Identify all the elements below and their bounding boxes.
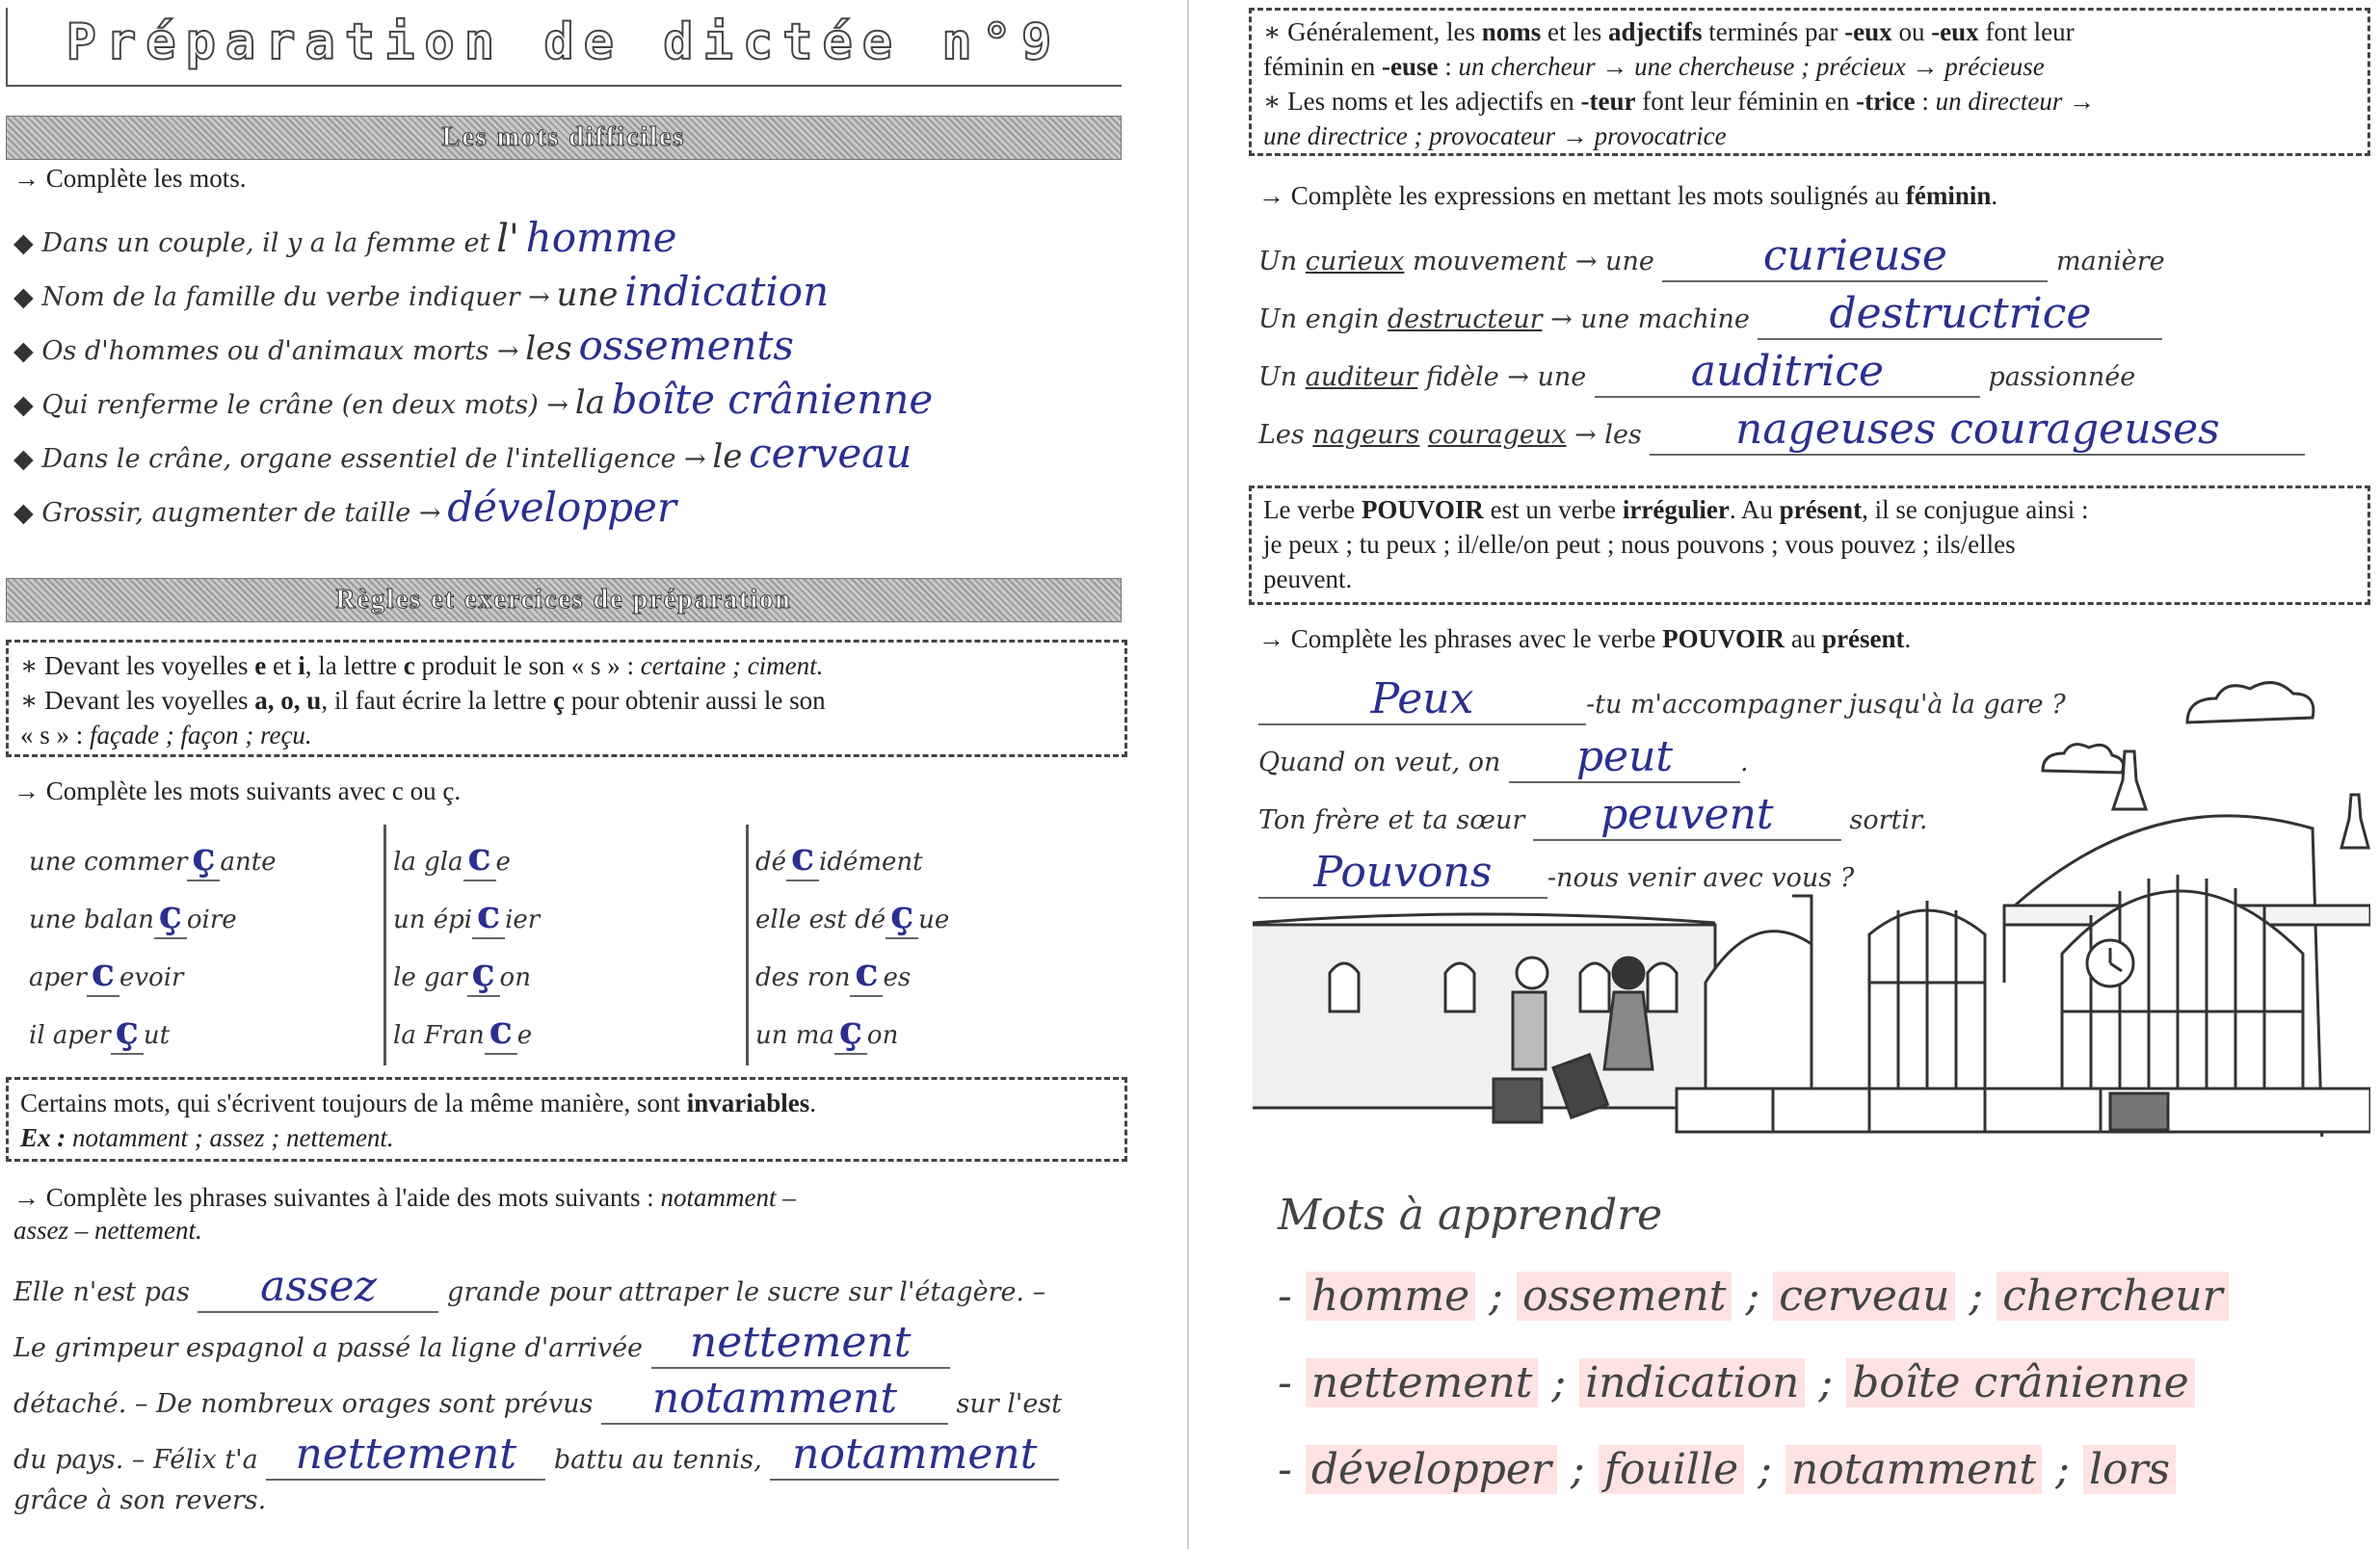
instruction-complete-words: → Complète les mots.	[13, 164, 247, 193]
rule-box-feminine	[1249, 8, 2370, 156]
word-answer[interactable]: indication	[624, 268, 830, 315]
cc-column-2	[393, 834, 740, 1065]
expression-line: Les nageurs courageux → les nageuses courageuses	[1258, 405, 2367, 462]
word-list	[13, 214, 933, 538]
cc-answer[interactable]: ç	[834, 1008, 867, 1055]
learn-word: lors	[2083, 1445, 2176, 1494]
sentence-line: Quand on veut, on peut .	[1258, 732, 1749, 781]
word-answer[interactable]: développer	[447, 484, 676, 531]
cc-answer[interactable]: ç	[187, 834, 220, 881]
sentence-line: grâce à son revers.	[13, 1485, 267, 1515]
cc-answer[interactable]: c	[850, 950, 883, 997]
learn-word: cerveau	[1773, 1272, 1955, 1321]
learn-row: - développer ; fouille ; notamment ; lors	[1278, 1445, 2176, 1494]
instruction-sentences: → Complète les phrases suivantes à l'aide des mots suivants : notamment – assez – nettement.	[13, 1183, 796, 1245]
sentence-answer[interactable]: assez	[198, 1262, 438, 1313]
pouvoir-answer[interactable]: Peux	[1258, 674, 1586, 725]
rule-line: « s » : façade ; façon ; reçu.	[20, 721, 312, 749]
feminine-exercise	[1258, 231, 2367, 462]
sentence-answer[interactable]: notamment	[770, 1430, 1059, 1481]
column-divider	[383, 825, 386, 1065]
list-item: ◆ Nom de la famille du verbe indiquer → une indication	[13, 268, 830, 315]
learn-row: - homme ; ossement ; cerveau ; chercheur	[1278, 1272, 2229, 1321]
list-item: ◆ Dans un couple, il y a la femme et l' homme	[13, 214, 677, 261]
list-item: il aper ç ut	[29, 1008, 171, 1053]
cc-column-3	[755, 834, 1122, 1065]
sentence-answer[interactable]: nettement	[266, 1430, 545, 1481]
sentence-line: Elle n'est pas assez grande pour attraper le sucre sur l'étagère. –	[13, 1262, 1046, 1311]
list-item: un épi c ier	[393, 892, 541, 937]
sentence-answer[interactable]: nettement	[651, 1318, 950, 1369]
learn-word: notamment	[1785, 1445, 2042, 1494]
sentence-line: du pays. – Félix t'a nettement battu au tennis, notamment	[13, 1430, 1127, 1485]
list-item: une balan ç oire	[29, 892, 237, 937]
word-prompt: Dans le crâne, organe essentiel de l'intelligence →	[41, 444, 706, 474]
list-item: le gar ç on	[393, 950, 531, 995]
pouvoir-answer[interactable]: peut	[1509, 732, 1740, 783]
rule-line: ∗ Devant les voyelles a, o, u, il faut écrire la lettre ç pour obtenir aussi le son	[20, 686, 826, 715]
list-item: aper c evoir	[29, 950, 184, 995]
rule-box-c-cedilla	[6, 640, 1127, 757]
word-lead: la	[574, 383, 605, 422]
rule-line: Certains mots, qui s'écrivent toujours de la même manière, sont invariables.	[20, 1089, 816, 1117]
rule-line: ∗ Les noms et les adjectifs en -teur font leur féminin en -trice : un directeur →	[1263, 87, 2096, 116]
expression-answer[interactable]: curieuse	[1662, 231, 2048, 282]
train-station-illustration	[1253, 665, 2370, 1137]
learn-word: fouille	[1599, 1445, 1744, 1494]
list-item: la Fran c e	[393, 1008, 533, 1053]
page-divider	[1187, 0, 1189, 1549]
expression-line: Un auditeur fidèle → une auditrice passionnée	[1258, 347, 2136, 396]
rule-line: je peux ; tu peux ; il/elle/on peut ; nous pouvons ; vous pouvez ; ils/elles	[1263, 530, 2016, 559]
list-item: ◆ Os d'hommes ou d'animaux morts → les ossements	[13, 322, 794, 369]
sentence-line: Peux -tu m'accompagner jusqu'à la gare ?	[1258, 674, 2222, 732]
section-banner-difficult-words: Les mots difficiles	[6, 116, 1122, 160]
list-item: ◆ Dans le crâne, organe essentiel de l'intelligence → le cerveau	[13, 430, 912, 477]
cc-answer[interactable]: c	[472, 892, 505, 939]
sentence-line: Pouvons -nous venir avec vous ?	[1258, 848, 2222, 906]
word-answer[interactable]: ossements	[578, 322, 794, 369]
word-prompt: Qui renferme le crâne (en deux mots) →	[41, 390, 569, 420]
cc-answer[interactable]: c	[87, 950, 119, 997]
instruction-feminine: → Complète les expressions en mettant les mots soulignés au féminin.	[1258, 181, 1998, 210]
cc-answer[interactable]: c	[463, 834, 496, 881]
sentence-line: détaché. – De nombreux orages sont prévus notamment sur l'est	[13, 1374, 1063, 1423]
page-title: Préparation de dictée n°9	[66, 13, 1062, 71]
column-divider	[746, 825, 749, 1065]
learn-word: développer	[1306, 1445, 1557, 1494]
word-lead: l'	[496, 217, 519, 261]
word-lead: les	[525, 329, 572, 368]
cc-answer[interactable]: ç	[886, 892, 918, 939]
list-item: ◆ Grossir, augmenter de taille → développer	[13, 484, 676, 531]
expression-answer[interactable]: destructrice	[1758, 289, 2162, 340]
list-item: un ma ç on	[755, 1008, 899, 1053]
rule-box-pouvoir	[1249, 486, 2370, 605]
list-item: elle est dé ç ue	[755, 892, 950, 937]
cc-answer[interactable]: ç	[111, 1008, 144, 1055]
section-banner-rules: Règles et exercices de préparation	[6, 578, 1122, 622]
expression-line: Un curieux mouvement → une curieuse manière	[1258, 231, 2165, 280]
sentence-line: Ton frère et ta sœur peuvent sortir.	[1258, 790, 1928, 839]
cc-column-1	[29, 834, 376, 1065]
instruction-pouvoir: → Complète les phrases avec le verbe POUVOIR au présent.	[1258, 624, 1912, 653]
sentence-answer[interactable]: notamment	[601, 1374, 948, 1425]
learn-row: - nettement ; indication ; boîte crânienne	[1278, 1358, 2195, 1407]
word-answer[interactable]: cerveau	[749, 430, 912, 477]
cc-answer[interactable]: ç	[154, 892, 187, 939]
rule-line: Le verbe POUVOIR est un verbe irrégulier. Au présent, il se conjugue ainsi :	[1263, 495, 2089, 524]
word-prompt: Os d'hommes ou d'animaux morts →	[41, 336, 519, 366]
sentence-line: Le grimpeur espagnol a passé la ligne d'arrivée nettement	[13, 1318, 1127, 1374]
word-answer[interactable]: boîte crânienne	[611, 376, 934, 423]
cc-answer[interactable]: c	[485, 1008, 517, 1055]
rule-line: ∗ Devant les voyelles e et i, la lettre c produit le son « s » : certaine ; ciment.	[20, 651, 824, 680]
learn-word: nettement	[1306, 1358, 1539, 1407]
cc-answer[interactable]: c	[786, 834, 819, 881]
learn-word: indication	[1579, 1358, 1805, 1407]
word-answer[interactable]: homme	[525, 214, 677, 261]
learn-title: Mots à apprendre	[1278, 1191, 1663, 1240]
expression-line: Un engin destructeur → une machine destructrice	[1258, 289, 2367, 347]
instruction-c-cedilla: → Complète les mots suivants avec c ou ç.	[13, 776, 462, 805]
word-lead: le	[712, 437, 743, 476]
word-lead: une	[556, 276, 619, 314]
pouvoir-answer[interactable]: peuvent	[1533, 790, 1841, 841]
rule-box-invariables	[6, 1077, 1127, 1162]
rule-line: féminin en -euse : un chercheur → une chercheuse ; précieux → précieuse	[1263, 52, 2045, 81]
list-item: la gla c e	[393, 834, 511, 880]
cc-answer[interactable]: ç	[467, 950, 500, 997]
pouvoir-answer[interactable]: Pouvons	[1258, 848, 1547, 899]
word-prompt: Grossir, augmenter de taille →	[41, 498, 441, 528]
rule-line: ∗ Généralement, les noms et les adjectifs terminés par -eux ou -eux font leur	[1263, 17, 2075, 46]
learn-word: chercheur	[1997, 1272, 2228, 1321]
list-item: ◆ Qui renferme le crâne (en deux mots) → la boîte crânienne	[13, 376, 934, 423]
word-prompt: Nom de la famille du verbe indiquer →	[41, 282, 550, 312]
list-item: des ron c es	[755, 950, 912, 995]
list-item: une commer ç ante	[29, 834, 277, 880]
rule-line: peuvent.	[1263, 564, 1353, 593]
learn-word: boîte crânienne	[1846, 1358, 2195, 1407]
rule-line: une directrice ; provocateur → provocatrice	[1263, 121, 1727, 150]
sentence-exercise	[13, 1262, 1127, 1534]
list-item: dé c idément	[755, 834, 923, 880]
rule-line: Ex : notamment ; assez ; nettement.	[20, 1123, 394, 1152]
expression-answer[interactable]: nageuses courageuses	[1650, 405, 2305, 456]
expression-answer[interactable]: auditrice	[1595, 347, 1980, 398]
learn-word: homme	[1306, 1272, 1475, 1321]
learn-word: ossement	[1517, 1272, 1732, 1321]
word-prompt: Dans un couple, il y a la femme et	[41, 228, 490, 258]
